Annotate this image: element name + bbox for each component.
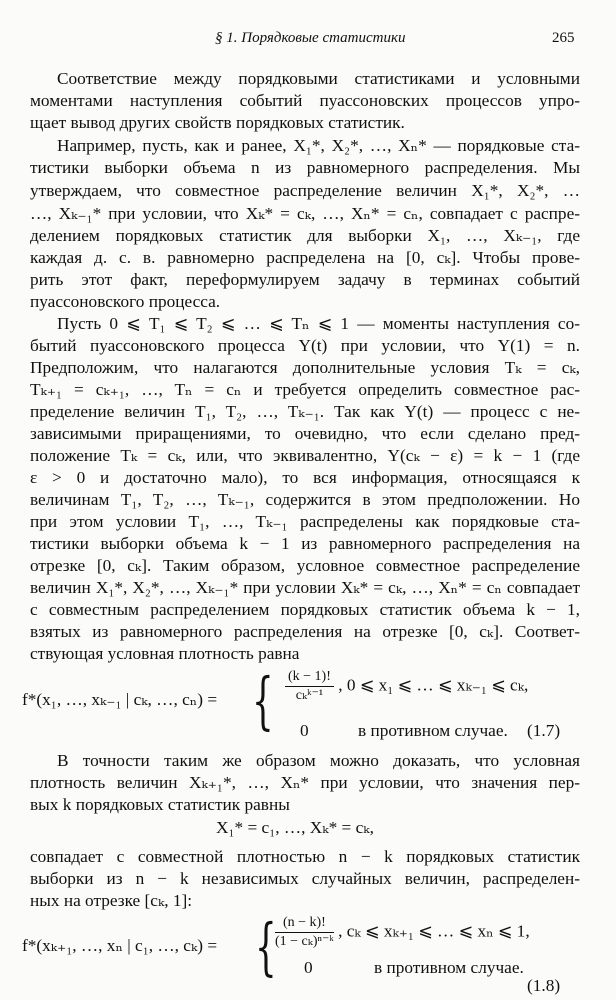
equation-1-7-condition: , 0 ⩽ x₁ ⩽ … ⩽ xₖ₋₁ ⩽ cₖ, xyxy=(338,675,529,695)
left-brace: { xyxy=(255,910,277,983)
fraction-numerator: (n − k)! xyxy=(275,914,334,933)
equation-1-7-case2-condition: в противном случае. xyxy=(358,721,508,740)
paragraph3-line: зависимыми приращениями, то очевидно, что если сделано пред- xyxy=(30,424,580,443)
paragraph3-line: положение Tₖ = cₖ, или, что эквивалентно, Y(cₖ − ε) = k − 1 (где xyxy=(30,446,580,465)
paragraph1-line: щает вывод других свойств порядковых статистик. xyxy=(30,113,405,132)
equation-1-7-case1 xyxy=(285,668,528,705)
paragraph4-line: вых k порядковых статистик равны xyxy=(30,795,290,814)
paragraph3-line: Предположим, что налагаются дополнительные условия Tₖ = cₖ, xyxy=(30,358,580,377)
equation-1-8-fraction xyxy=(275,914,334,951)
paragraph3-line: при этом условии T₁, …, Tₖ₋₁ распределены как порядковые ста- xyxy=(30,512,580,531)
paragraph2-line: тистики выборки объема n из равномерного распределения. Мы xyxy=(30,158,580,177)
paragraph2-line: каждая д. с. в. равномерно распределена на [0, cₖ]. Чтобы прове- xyxy=(30,248,580,267)
paragraph2-line: Например, пусть, как и ранее, X₁*, X₂*, …, Xₙ* — порядковые ста- xyxy=(57,136,580,155)
paragraph5-line: выборки из n − k независимых случайных величин, распределен- xyxy=(30,869,580,888)
page-number: 265 xyxy=(552,30,575,46)
paragraph3-line: с совместным распределением порядковых статистик объема k − 1, xyxy=(30,600,580,619)
paragraph1-line: моментами наступления событий пуассоновских процессов упро- xyxy=(30,91,580,110)
paragraph4-line: плотность величин Xₖ₊₁*, …, Xₙ* при условии, что значения пер- xyxy=(30,773,580,792)
equation-1-7-case2-value: 0 xyxy=(300,721,309,740)
equation-1-8-condition: , cₖ ⩽ xₖ₊₁ ⩽ … ⩽ xₙ ⩽ 1, xyxy=(338,921,530,941)
paragraph2-line: рить этот факт, переформулируем задачу в терминах событий xyxy=(30,270,580,289)
equation-1-7-lhs: f*(x₁, …, xₖ₋₁ | cₖ, …, cₙ) = xyxy=(22,690,218,709)
paragraph3-line: отрезке [0, cₖ]. Таким образом, условное совместное распределение xyxy=(30,556,580,575)
equation-1-7-fraction xyxy=(285,668,334,705)
paragraph3-line: тистики выборки объема k − 1 из равномерного распределения на xyxy=(30,534,580,553)
paragraph3-line: величин X₁*, X₂*, …, Xₖ₋₁* при условии Xₖ* = cₖ, …, Xₙ* = cₙ совпадает xyxy=(30,578,580,597)
paragraph5-line: совпадает с совместной плотностью n − k порядковых статистик xyxy=(30,847,580,866)
paragraph3-line: ствующая условная плотность равна xyxy=(30,644,300,663)
equation-1-8-case1 xyxy=(275,914,530,951)
paragraph3-line: Tₖ₊₁ = cₖ₊₁, …, Tₙ = cₙ и требуется определить совместное рас- xyxy=(30,380,580,399)
left-brace: { xyxy=(252,664,274,737)
paragraph5-line: ных на отрезке [cₖ, 1]: xyxy=(30,891,193,910)
paragraph1-line: Соответствие между порядковыми статистиками и условными xyxy=(57,69,580,88)
fraction-denominator: cₖᵏ⁻¹ xyxy=(295,688,324,703)
paragraph3-line: бытий пуассоновского процесса Y(t) при условии, что Y(1) = n. xyxy=(30,336,580,355)
paragraph3-line: взятых из равномерного распределения на отрезке [0, cₖ]. Соответ- xyxy=(30,622,580,641)
paragraph3-line: ε > 0 и достаточно мало), то вся информация, относящаяся к xyxy=(30,468,580,487)
running-header xyxy=(0,30,616,52)
fraction-numerator: (k − 1)! xyxy=(285,668,334,687)
paragraph2-line: делением порядковых статистик для выборки X₁, …, Xₖ₋₁, где xyxy=(30,226,580,245)
paragraph3-line: величинам T₁, T₂, …, Tₖ₋₁, содержится в этом предположении. Но xyxy=(30,490,580,509)
paragraph2-line: пуассоновского процесса. xyxy=(30,292,221,311)
equation-1-8-case2-condition: в противном случае. xyxy=(374,958,524,977)
fraction-denominator: (1 − cₖ)ⁿ⁻ᵏ xyxy=(275,934,334,949)
equation-1-8-label: (1.8) xyxy=(527,976,561,995)
equation-1-8-case2-value: 0 xyxy=(304,958,313,977)
equation-1-8-lhs: f*(xₖ₊₁, …, xₙ | c₁, …, cₖ) = xyxy=(22,936,218,955)
display-equation: X₁* = c₁, …, Xₖ* = cₖ, xyxy=(216,818,374,837)
paragraph4-line: В точности таким же образом можно доказать, что условная xyxy=(57,751,580,770)
equation-1-7-label: (1.7) xyxy=(527,721,561,740)
header-title: § 1. Порядковые статистики xyxy=(215,30,406,46)
paragraph3-line: пределение величин T₁, T₂, …, Tₖ₋₁. Так как Y(t) — процесс с не- xyxy=(30,402,580,421)
paragraph2-line: …, Xₖ₋₁* при условии, что Xₖ* = cₖ, …, Xₙ* = cₙ, совпадает с распре- xyxy=(30,204,580,223)
paragraph2-line: утверждаем, что совместное распределение величин X₁*, X₂*, … xyxy=(30,181,580,200)
paragraph3-line: Пусть 0 ⩽ T₁ ⩽ T₂ ⩽ … ⩽ Tₙ ⩽ 1 — моменты наступления со- xyxy=(57,314,580,333)
